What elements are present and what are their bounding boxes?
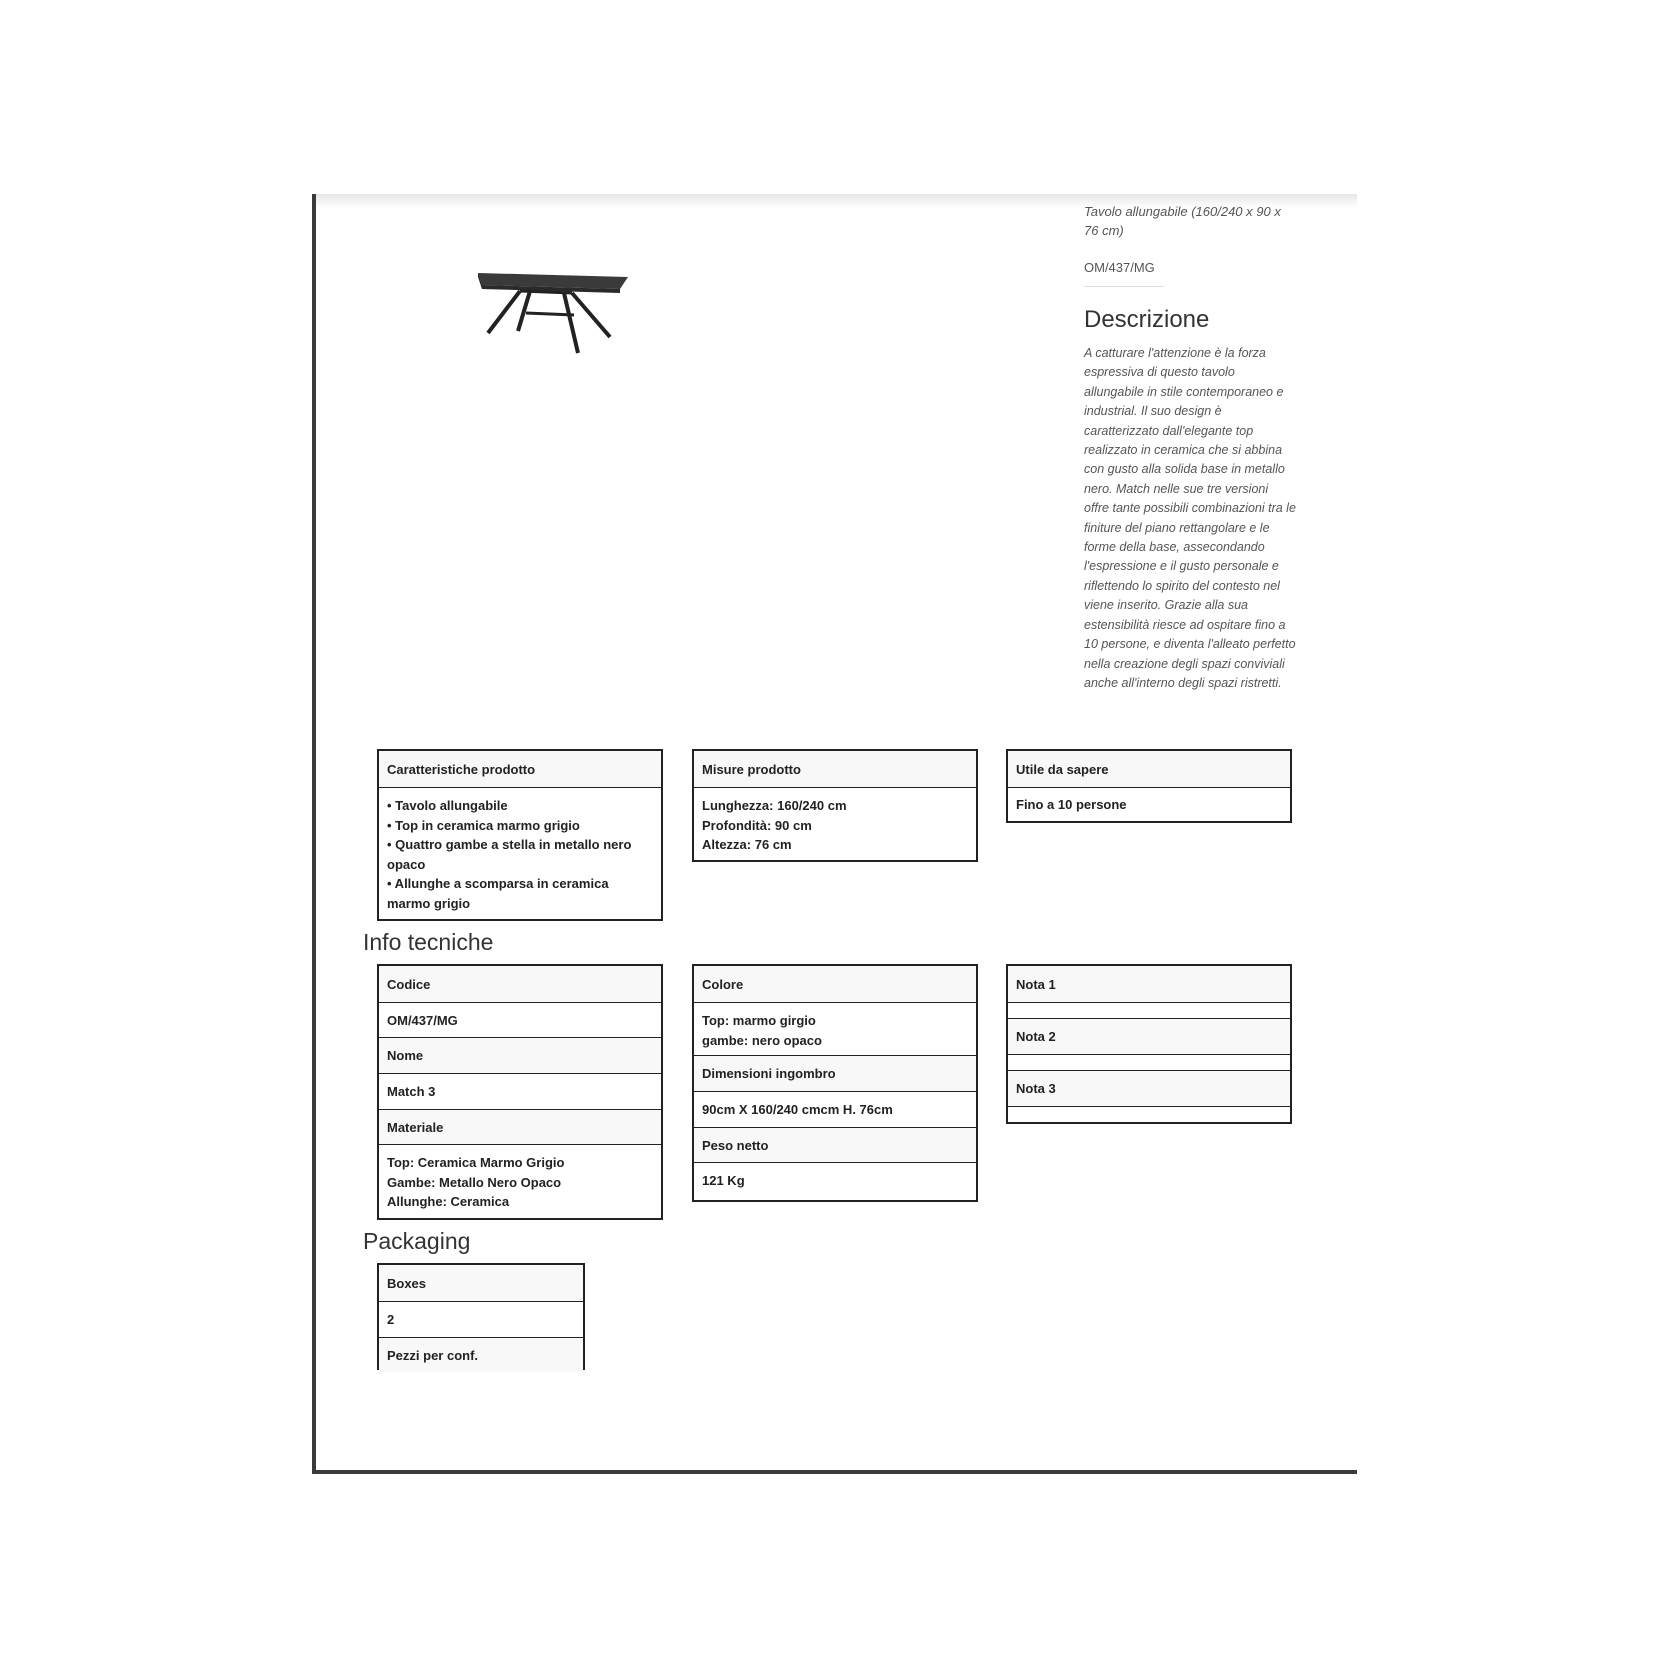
utile-table <box>1006 749 1292 823</box>
nota3-label: Nota 3 <box>1008 1070 1290 1106</box>
page-bottom-border <box>312 1470 1357 1474</box>
caratteristiche-list <box>379 787 661 921</box>
caratteristiche-header: Caratteristiche prodotto <box>379 751 661 787</box>
list-item: • Allunghe a scomparsa in ceramica marmo grigio <box>387 876 609 911</box>
peso-label: Peso netto <box>694 1127 976 1162</box>
nota3-value <box>1008 1106 1290 1122</box>
product-subtitle: Tavolo allungabile (160/240 x 90 x 76 cm) <box>1084 204 1281 238</box>
description-heading: Descrizione <box>1084 306 1210 333</box>
list-item: • Top in ceramica marmo grigio <box>387 817 580 833</box>
misure-list <box>694 787 976 863</box>
utile-header: Utile da sapere <box>1008 751 1290 787</box>
divider <box>1084 286 1164 287</box>
codice-label: Codice <box>379 966 661 1002</box>
misure-table <box>692 749 978 862</box>
nota2-label: Nota 2 <box>1008 1018 1290 1054</box>
list-item: Profondità: 90 cm <box>702 817 812 833</box>
nota1-value <box>1008 1002 1290 1018</box>
packaging-heading: Packaging <box>363 1228 471 1254</box>
misure-header: Misure prodotto <box>694 751 976 787</box>
colore-table <box>692 964 978 1202</box>
list-item: Allunghe: Ceramica <box>387 1194 510 1209</box>
list-item: Altezza: 76 cm <box>702 837 792 852</box>
list-item: Top: marmo girgio <box>702 1013 816 1028</box>
list-item: • Tavolo allungabile <box>387 798 508 813</box>
dimensioni-value: 90cm X 160/240 cmcm H. 76cm <box>694 1091 976 1127</box>
product-code: OM/437/MG <box>1084 260 1155 275</box>
nota1-label: Nota 1 <box>1008 966 1290 1002</box>
pezzi-label: Pezzi per conf. <box>379 1337 583 1372</box>
codice-value: OM/437/MG <box>379 1002 661 1037</box>
nome-label: Nome <box>379 1037 661 1073</box>
packaging-table <box>377 1263 585 1370</box>
list-item: Lunghezza: 160/240 cm <box>702 798 847 813</box>
caratteristiche-table <box>377 749 663 921</box>
nome-value: Match 3 <box>379 1073 661 1109</box>
utile-value: Fino a 10 persone <box>1008 787 1290 821</box>
codice-table <box>377 964 663 1220</box>
page-left-border <box>312 194 316 1474</box>
info-tecniche-heading: Info tecniche <box>363 929 494 955</box>
list-item: Top: Ceramica Marmo Grigio <box>387 1155 565 1170</box>
nota2-value <box>1008 1054 1290 1070</box>
boxes-value: 2 <box>379 1301 583 1337</box>
boxes-label: Boxes <box>379 1265 583 1301</box>
product-image <box>460 255 640 365</box>
note-table <box>1006 964 1292 1124</box>
colore-values <box>694 1002 976 1055</box>
list-item: • Quattro gambe a stella in metallo nero opaco <box>387 837 632 872</box>
list-item: gambe: nero opaco <box>702 1032 822 1048</box>
materiale-label: Materiale <box>379 1109 661 1144</box>
list-item: Gambe: Metallo Nero Opaco <box>387 1174 562 1190</box>
colore-label: Colore <box>694 966 976 1002</box>
dimensioni-label: Dimensioni ingombro <box>694 1055 976 1091</box>
materiale-values <box>379 1144 661 1220</box>
description-text: A catturare l'attenzione è la forza espressiva di questo tavolo allungabile in stile contemporaneo e industrial. Il suo design è caratterizzato dall'elegante top realizzato in ceramica che si abbina con gusto alla solida base in metallo nero. Match nelle sue tre versioni offre tante possibili combinazioni tra le finiture del piano rettangolare e le forme della base, assecondando l'espressione e il gusto personale e riflettendo lo spirito del contesto nel viene inserito. Grazie alla sua estensibilità riesce ad ospitare fino a 10 persone, e diventa l'alleato perfetto nella creazione degli spazi conviviali anche all'interno degli spazi ristretti. <box>1084 346 1296 690</box>
peso-value: 121 Kg <box>694 1162 976 1198</box>
